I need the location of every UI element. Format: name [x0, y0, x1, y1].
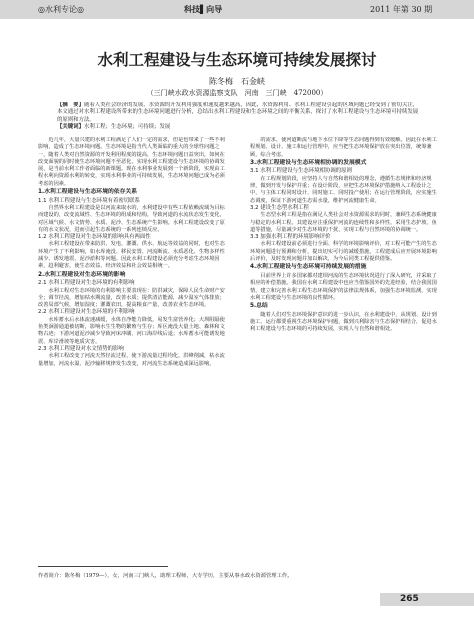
body-paragraph: 自然界水利工程建设是以河流来取水的，水利建设中有些工程依赖流域为目标而建设的，改变流域性、生态环境的组成和结构，导致河道的水流状态发生变化，对区域气候、水文情势、水质、泥沙、生态系统产生影响。水利工程建设改变了原有的水文状况，进而引起生态系统的一系列连锁反应。: [38, 204, 225, 233]
section-heading: 2.3 水利工程建设对水文情势的影响: [38, 345, 124, 352]
body-paragraph: 的需求，使河道断流与地下水位下降等生态问题得到有效缓解。因此在水利工程规划、设计、施工和运行管理中，应当把生态环境保护放在突出位置，统筹兼顾，综合考虑。: [250, 137, 437, 158]
article-title: 水利工程建设与生态环境可持续发展探讨: [97, 51, 377, 69]
body-paragraph: 生态型水利工程是指在满足人类社会对水资源需求的同时，兼顾生态系统健康与稳定的水利工程。其建设应注重保护河流的连续性和多样性，采用生态护坡、鱼道等措施，尽量减少对生态环境的干扰，实现工程与自然环境的协调统一。: [250, 212, 437, 233]
section-heading: 3.2 建设生态型水利工程: [250, 204, 309, 211]
body-paragraph: 随着人们对生态环境保护意识的进一步认识，在水利建设中，从规划、设计到施工、运行都要重视生态环境保护问题，做到兴利除害与生态保护相结合，促进水利工程建设与生态环境的可持续发展，实现人与自然和谐相处。: [250, 311, 437, 333]
abstract-label: 【摘 要】: [57, 102, 84, 108]
article-authors: 陈冬梅 石金峡: [209, 77, 265, 86]
body-paragraph: 水利工程建设前必须进行全面、科学的环境影响评价，对工程可能产生的生态环境问题进行预测和分析，提出切实可行的减缓措施。工程建成后应开展环境影响后评价，及时发现问题并加以解决，为今后同类工程提供借鉴。: [250, 241, 437, 263]
section-heading: 3.3 加强水利工程的环境影响评价: [250, 234, 331, 241]
section-heading: 1.2 水利工程建设对生态环境的影响具有两面性: [38, 234, 151, 241]
section-heading: 4.水利工程建设与生态环境可持续发展的措施: [250, 264, 367, 271]
page-number: 265: [400, 594, 419, 604]
body-paragraph: 水利工程对生态环境的有利影响主要表现在：防洪减灾，保障人民生命财产安全；调节径流，增加枯水期流量，改善水质；提供清洁能源，减少温室气体排放；改善局部气候，增加湿度；灌溉农田，提高粮食产量，改善农业生态环境。: [38, 287, 225, 309]
body-paragraph: 近几年，大量兴建的水利工程满足了人们一定的需求，但是也带来了一些不利影响，造成了生态环境问题。生态环境是指当代人类面临的重大的全球性问题之一，随着人类对自然资源的开发利用程度的提高，生态环境问题日益突出，如何在改变面貌的同时使生态环境问题不至恶化，实现水利工程建设与生态环境的协调发展，是当前水利工作者面临的新课题。现在水利事业发展到一个新阶段，实现由工程水利向资源水利的转变，实现水利事业的可持续发展，生态环境问题已成为必须考虑的因素。: [38, 137, 225, 187]
body-paragraph: 水利工程建设在带来防洪、发电、灌溉、供水、航运等效益的同时，也对生态环境产生了不利影响，如水库淹没、移民安置、河流断流、水质恶化、生物多样性减少、诱发地震、泥沙淤积等问题。因此水利工程建设必须充分考虑生态环境因素，趋利避害，使生态效益、经济效益和社会效益相统一。: [38, 241, 225, 270]
section-heading: 2.2 水利工程建设对生态环境的不利影响: [38, 309, 135, 316]
keywords-label: 【关键词】: [57, 124, 84, 131]
author-footnote: 作者简介：陈冬梅（1979—），女，河南三门峡人，助理工程师，大专学历，主要从事水政水资源管理工作。: [38, 573, 293, 579]
section-heading: 1.1 水利工程建设与生态环境有着密切联系: [38, 197, 140, 204]
body-column-right: [250, 137, 438, 576]
header-journal-name: 科技▌向导: [184, 5, 223, 14]
header-section-label: ◎水利专论◎: [38, 5, 84, 14]
section-heading: 3.1 水利工程建设与生态环境相协调的原则: [250, 168, 352, 175]
abstract-text: 随着人类社会经济的发展，水资源的开发利用强度和速度越来越高，因此，水资源利用、水利工程建设引起的区域问题已经受到了密切关注，本文通过对水利工程建设所带来的生态环境问题进行分析，总结出水利工程建设和生态环境之间的平衡关系，探讨了水利工程建设与生态环境可持续发展的原则和方法。: [57, 102, 419, 123]
section-heading: 3.水利工程建设与生态环境相协调的发展模式: [250, 159, 367, 166]
keywords-text: 水利工程；生态环境；可持续；发展: [83, 124, 171, 131]
section-heading: 5.总结: [250, 303, 268, 310]
section-heading: 2.水利工程建设对生态环境的影响: [38, 271, 126, 278]
body-paragraph: 水库蓄水后水体流速减缓，水体自净能力降低，易发生富营养化；大坝阻隔使鱼类洄游通道被切断，影响水生生物的繁殖与生存；库区淹没大量土地、森林和文物古迹；下游河道泥沙减少导致河床冲刷、河口海岸线后退；水库蓄水可能诱发地震、库岸滑坡等地质灾害。: [38, 316, 225, 345]
section-heading: 1.水利工程建设与生态环境的依存关系: [38, 189, 137, 196]
running-header: [0, 0, 474, 19]
body-column-left: [38, 137, 226, 562]
section-heading: 2.1 水利工程建设对生态环境的有利影响: [38, 280, 135, 287]
footnote-divider: [38, 566, 168, 567]
page-number-bar: [380, 593, 474, 606]
body-paragraph: 在工程规划阶段，应坚持人与自然和谐相处的理念，遵循生态规律和经济规律，做到开发与保护并重；在设计阶段，应把生态环境保护措施纳入工程设计之中，与主体工程同时设计、同时施工、同时投产使用；在运行管理阶段，应实施生态调度，保证下游河道生态需水量，维护河流健康生命。: [250, 175, 437, 204]
body-paragraph: 水利工程改变了河流天然径流过程，使下游流量过程均化，洪峰削减，枯水流量增加，河流水温、泥沙输移规律发生改变，对河流生态系统造成深远影响。: [38, 353, 225, 367]
article-affiliation: （三门峡水政水资源监察支队 河南 三门峡 472000）: [146, 89, 328, 97]
body-paragraph: 目前世界上许多国家都对建坝河流的生态环境状况进行了深入研究，并采取了相应的补偿措施。我国在水利工程建设中也应当借鉴国外的先进经验，结合我国国情，建立和完善水利工程生态环境保护的法律法规体系，加强生态环境监测，实现水利工程建设与生态环境的良性循环。: [250, 272, 437, 301]
abstract-block: [57, 102, 422, 132]
header-issue: 2011 年第 30 期: [370, 5, 433, 14]
